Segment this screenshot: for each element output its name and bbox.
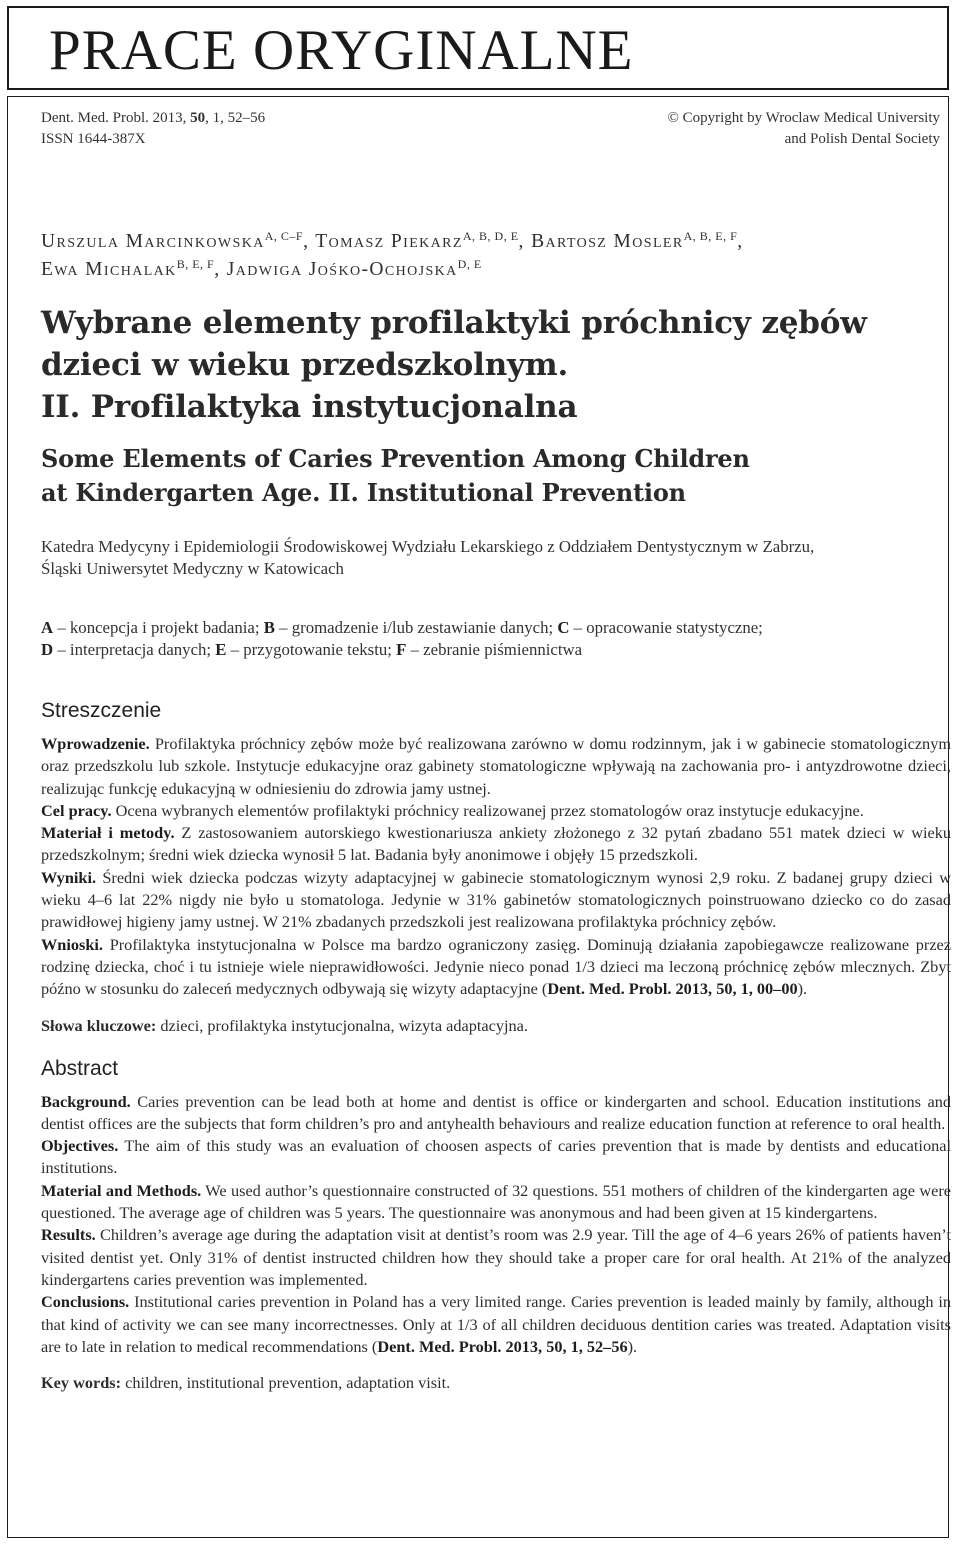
streszczenie-paragraph: Wnioski. Profilaktyka instytucjonalna w Polsce ma bardzo ograniczony zasięg. Dominują działania zapobiegawcze realizowane przez rodzinę dziecka, choć i tu istnieje wiele nieprawidłowości. Jedynie nieco ponad 1/3 dzieci ma leczoną próchnicę zębów mlecznych. Zbyt późno w stosunku do zaleceń medycznych odbywają się wizyty adaptacyjne (Dent. Med. Probl. 2013, 50, 1, 00–00). — [41, 934, 951, 999]
streszczenie-paragraph: Wyniki. Średni wiek dziecka podczas wizyty adaptacyjnej w gabinecie stomatologicznym wynosi 2,9 roku. Z badanej grupy dzieci w wieku 4–6 lat 22% nigdy nie było u stomatologa. Jedynie w 31% gabinetów stomatologicznych poinstruowano dziecko co do zasad prawidłowej higieny jamy ustnej. W 21% zbadanych przedszkoli jest realizowana profilaktyka próchnicy zębów. — [41, 867, 951, 932]
affiliation-line: Katedra Medycyny i Epidemiologii Środowiskowej Wydziału Lekarskiego z Oddziałem Dentystycznym w Zabrzu, — [41, 537, 815, 556]
abstract-heading: Abstract — [41, 1056, 119, 1080]
section-title: PRACE ORYGINALNE — [49, 19, 634, 82]
legend-line: A – koncepcja i projekt badania; B – gromadzenie i/lub zestawianie danych; C – opracowanie statystyczne; — [41, 618, 763, 637]
streszczenie-heading: Streszczenie — [41, 699, 162, 722]
keywords-polish: Słowa kluczowe: dzieci, profilaktyka instytucjonalna, wizyta adaptacyjna. — [41, 1015, 528, 1035]
contribution-legend — [41, 617, 953, 661]
article-title-english — [41, 442, 953, 510]
article-content — [41, 228, 953, 1394]
title-en-line: at Kindergarten Age. II. Institutional Prevention — [41, 478, 686, 507]
affiliation — [41, 536, 953, 580]
journal-volume: 50 — [190, 110, 206, 126]
streszczenie-paragraph: Cel pracy. Ocena wybranych elementów profilaktyki próchnicy realizowanej przez stomatologów oraz instytucje edukacyjne. — [41, 800, 864, 820]
author: Ewa Michalak$^{B, E, F}$, — [41, 257, 227, 280]
journal-name: Dent. Med. Probl. 2013, — [41, 110, 191, 126]
copyright-notice — [667, 108, 940, 150]
journal-line — [41, 108, 265, 129]
title-pl-line: II. Profilaktyka instytucjonalna — [41, 389, 578, 425]
streszczenie-paragraph: Materiał i metody. Z zastosowaniem autorskiego kwestionariusza ankiety złożonego z 32 pytań zbadano 551 matek dzieci w wieku przedszkolnym; średni wiek dziecka wynosił 5 lat. Badania były anonimowe i objęły 15 przedszkoli. — [41, 823, 952, 865]
author: Bartosz Mosler$^{A, B, E, F}$, — [531, 229, 744, 252]
title-en-line: Some Elements of Caries Prevention Among Children — [41, 444, 750, 473]
author: Urszula Marcinkowska$^{A, C-F}$, — [41, 229, 316, 252]
section-header-box — [7, 6, 949, 90]
abstract-paragraph: Material and Methods. We used author’s questionnaire constructed of 32 questions. 551 mothers of children of the kindergarten age were questioned. The average age of children was 5 years. The questionnaire was anonymous and had been given at 15 kindergartens. — [41, 1180, 951, 1223]
abstract-paragraph: Results. Children’s average age during the adaptation visit at dentist’s room was 2.9 year. Till the age of 4–6 years 26% of patients haven’t visited dentist yet. Only 31% of dentist instructed children how they should take a proper care for oral health. At 21% of the analyzed kindergartens caries prevention was implemented. — [41, 1225, 951, 1289]
abstract-paragraph: Objectives. The aim of this study was an evaluation of choosen aspects of caries prevention that is made by dentists and educational institutions. — [41, 1136, 951, 1178]
journal-issue-pages: , 1, 52–56 — [205, 110, 266, 126]
issn: ISSN 1644-387X — [41, 131, 146, 147]
article-title-polish — [41, 302, 953, 428]
streszczenie-body — [41, 733, 951, 1001]
legend-line: D – interpretacja danych; E – przygotowanie tekstu; F – zebranie piśmiennictwa — [41, 640, 583, 659]
abstract-paragraph: Conclusions. Institutional caries prevention in Poland has a very limited range. Caries prevention is leaded mainly by family, although in that kind of activity we can see many incorrectnesses. Only at 1/3 of all children deciduous dentition caries was treated. Adaptation visits are to late in relation to medical recommendations (Dent. Med. Probl. 2013, 50, 1, 52–56). — [41, 1292, 951, 1356]
abstract-paragraph: Background. Caries prevention can be lead both at home and dentist is office or kindergarten and school. Education institutions and dentist offices are the subjects that form children’s pro and antyhealth behaviours and realize education function at reference to oral health. — [41, 1091, 951, 1133]
affiliation-line: Śląski Uniwersytet Medyczny w Katowicach — [41, 559, 344, 578]
copyright-line-2: and Polish Dental Society — [784, 131, 940, 147]
keywords-english: Key words: children, institutional prevention, adaptation visit. — [41, 1373, 451, 1393]
journal-citation — [41, 108, 265, 150]
author: Jadwiga Jośko-Ochojska$^{D, E}$ — [226, 257, 482, 280]
abstract-body — [41, 1091, 951, 1359]
author: Tomasz Piekarz$^{A, B, D, E}$, — [315, 229, 532, 252]
streszczenie-paragraph: Wprowadzenie. Profilaktyka próchnicy zębów może być realizowana zarówno w domu rodzinnym, jak i w gabinecie stomatologicznym oraz przedszkolu lub szkole. Instytucje edukacyjne oraz gabinety stomatologiczne wpływają na zachowania pro- i antyzdrowotne dzieci, realizując funkcję edukacyjną w odniesieniu do zdrowia jamy ustnej. — [41, 734, 951, 798]
title-pl-line: Wybrane elementy profilaktyki próchnicy zębów — [41, 305, 867, 341]
title-pl-line: dzieci w wieku przedszkolnym. — [41, 347, 569, 383]
author-list — [41, 228, 953, 284]
copyright-line-1: © Copyright by Wroclaw Medical University — [667, 110, 940, 126]
